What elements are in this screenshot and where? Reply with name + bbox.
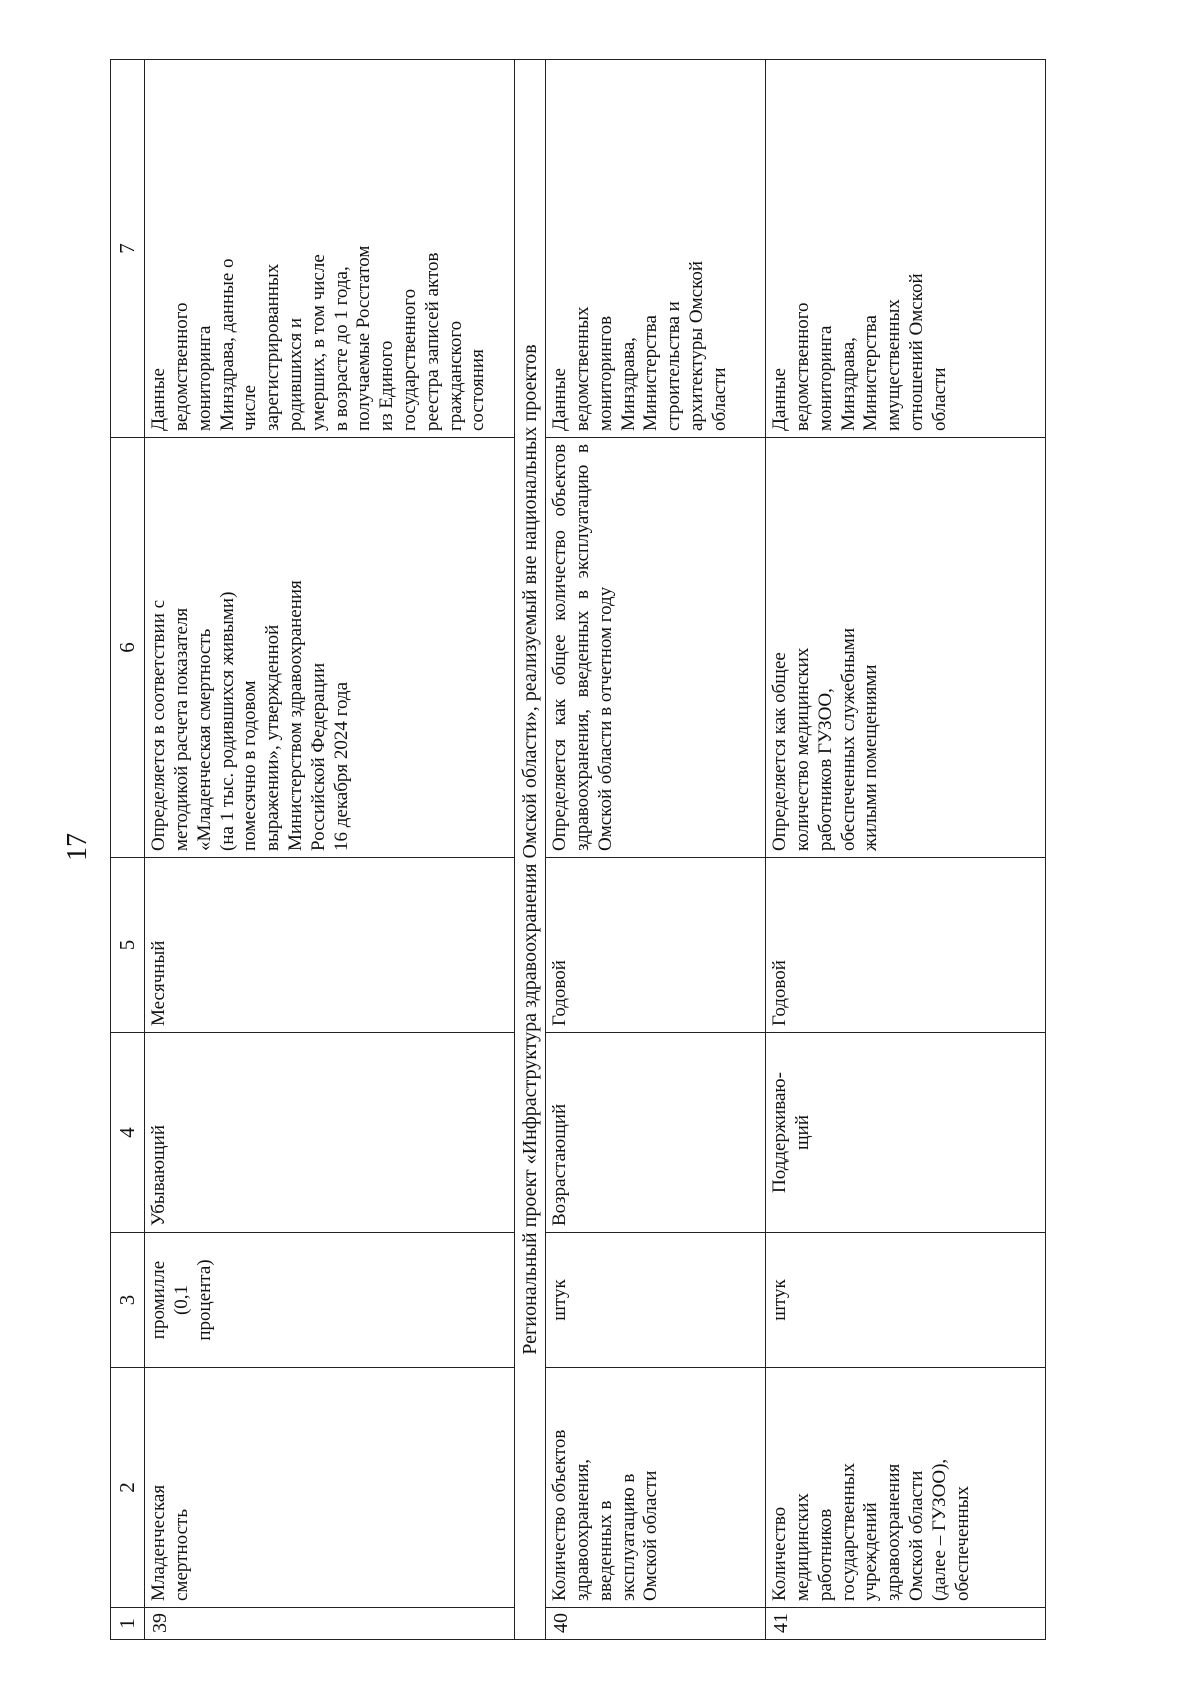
- method-cell: Определяется как общее количество объектов здравоохранения, введенных в эксплуатацию в Омской области в отчетном году: [546, 438, 766, 858]
- source-cell: Данные ведомственных мониторингов Минздрава, Министерства строительства и архитектуры Омской области: [546, 60, 766, 438]
- header-cell: 7: [111, 60, 145, 438]
- table-row: [546, 60, 766, 1640]
- trend-cell: Убывающий: [145, 1033, 515, 1233]
- rotated-table-container: [110, 60, 1190, 1640]
- unit-cell: промилле (0,1 процента): [145, 1233, 515, 1368]
- method-cell: Определяется в соответствии с методикой расчета показателя «Младенческая смертность (на 1 тыс. родившихся живыми) помесячно в годовом выражении», утвержденной Министерством здравоохранения Российской Федерации 16 декабря 2024 года: [145, 438, 515, 858]
- source-cell: Данные ведомственного мониторинга Минздрава, Министерства имущественных отношений Омской области: [766, 60, 1046, 438]
- page-number: 17: [62, 833, 93, 861]
- trend-cell: Возрастающий: [546, 1033, 766, 1233]
- row-number: 41: [766, 1608, 1046, 1640]
- header-cell: 1: [111, 1608, 145, 1640]
- row-number: 39: [145, 1608, 515, 1640]
- indicator-name: Количество медицинских работников государственных учреждений здравоохранения Омской области (далее – ГУЗОО), обеспеченных: [766, 1368, 1046, 1608]
- unit-cell: штук: [546, 1233, 766, 1368]
- indicator-name: Младенческая смертность: [145, 1368, 515, 1608]
- trend-cell: Поддерживаю- щий: [766, 1033, 1046, 1233]
- header-row: [111, 60, 145, 1640]
- header-cell: 6: [111, 438, 145, 858]
- section-title: Региональный проект «Инфраструктура здравоохранения Омской области», реализуемый вне национальных проектов: [515, 60, 546, 1640]
- source-cell: Данные ведомственного мониторинга Минздрава, данные о числе зарегистрированных родившихся и умерших, в том числе в возрасте до 1 года, получаемые Росстатом из Единого государственного реестра записей актов гражданского состояния: [145, 60, 515, 438]
- table-row: [145, 60, 515, 1640]
- header-cell: 2: [111, 1368, 145, 1608]
- period-cell: Месячный: [145, 858, 515, 1033]
- table-row: [766, 60, 1046, 1640]
- indicators-table: [110, 59, 1046, 1640]
- section-row: [515, 60, 546, 1640]
- row-number: 40: [546, 1608, 766, 1640]
- indicator-name: Количество объектов здравоохранения, введенных в эксплуатацию в Омской области: [546, 1368, 766, 1608]
- period-cell: Годовой: [766, 858, 1046, 1033]
- header-cell: 5: [111, 858, 145, 1033]
- header-cell: 4: [111, 1033, 145, 1233]
- unit-cell: штук: [766, 1233, 1046, 1368]
- period-cell: Годовой: [546, 858, 766, 1033]
- header-cell: 3: [111, 1233, 145, 1368]
- method-cell: Определяется как общее количество медицинских работников ГУЗОО, обеспеченных служебными жилыми помещениями: [766, 438, 1046, 858]
